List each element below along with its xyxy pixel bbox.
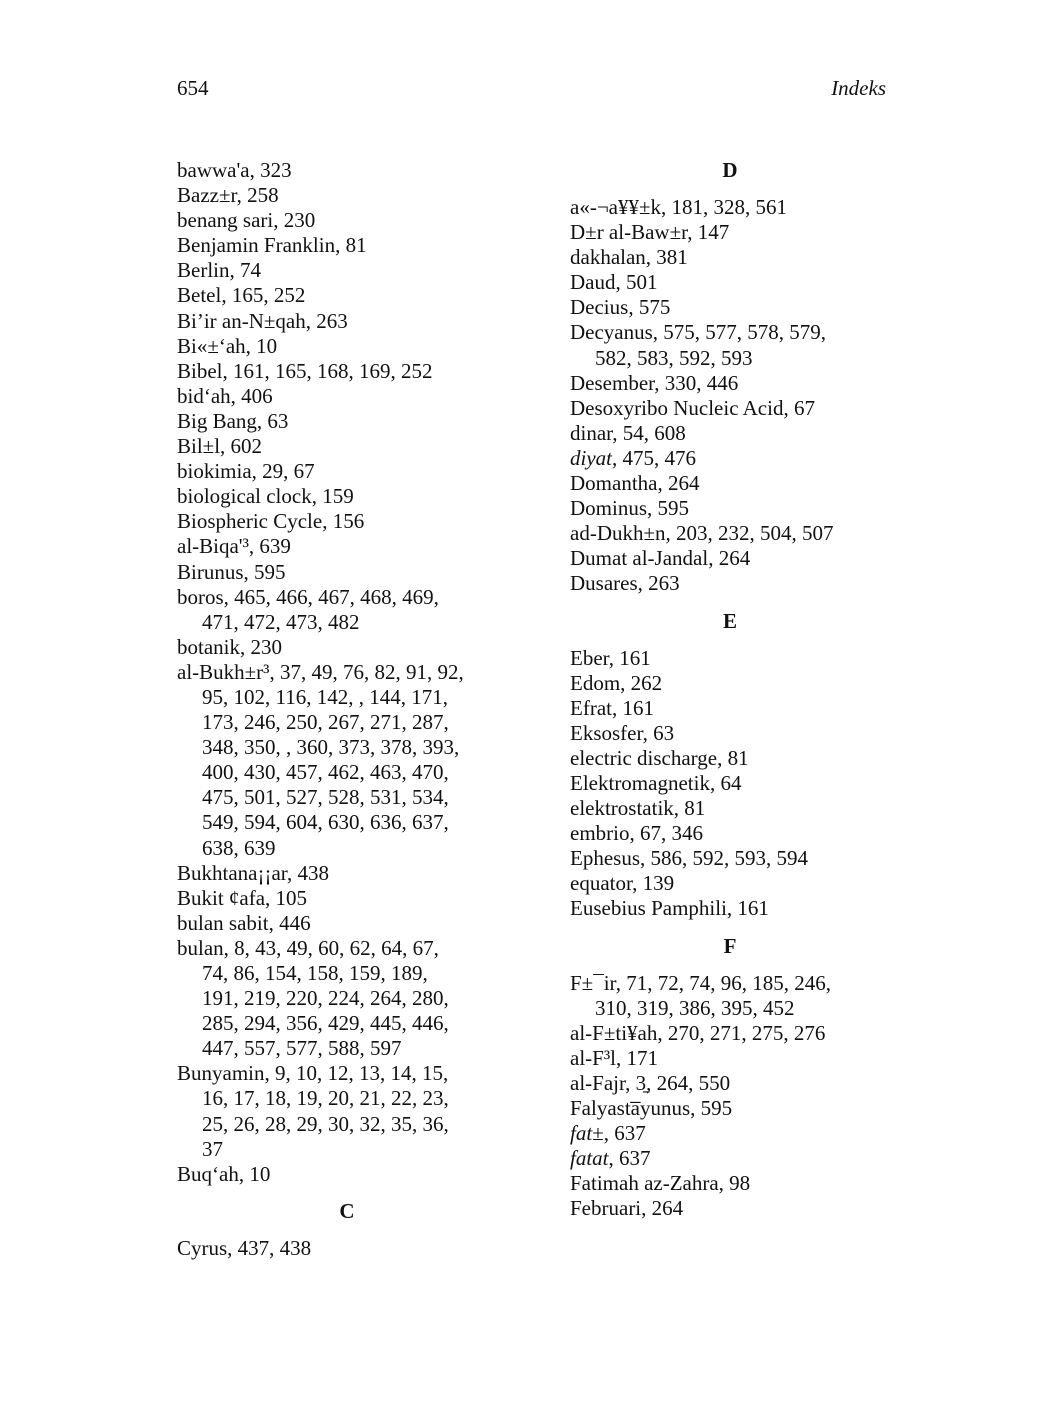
index-entry: Big Bang, 63 [177,408,289,433]
italic-term: fatat [570,1146,609,1171]
index-column-right [570,158,890,1221]
index-entry: ad-Dukh±n, 203, 232, 504, 507 [570,521,834,546]
index-entry-continuation: 310, 319, 386, 395, 452 [595,995,795,1020]
index-entry: botanik, 230 [177,634,282,659]
letter-heading-f: F [723,933,737,958]
index-entry-continuation: 285, 294, 356, 429, 445, 446, [202,1011,449,1036]
index-entry: Bibel, 161, 165, 168, 169, 252 [177,358,433,383]
index-entry: Eusebius Pamphili, 161 [570,896,769,921]
index-entry: Benjamin Franklin, 81 [177,233,367,258]
index-entry: dinar, 54, 608 [570,420,686,445]
index-entry: Eksosfer, 63 [570,720,675,745]
italic-term: diyat [570,445,612,470]
index-entry: al-F±ti¥ah, 270, 271, 275, 276 [570,1020,826,1045]
index-entry: Biospheric Cycle, 156 [177,509,365,534]
page-refs: , 637 [608,1146,651,1171]
index-entry: al-Fajr, 3̱, 264, 550 [570,1070,731,1095]
index-entry: al-Bukh±r³, 37, 49, 76, 82, 91, 92, [177,659,464,684]
index-entry: Desoxyribo Nucleic Acid, 67 [570,395,815,420]
italic-term: fat± [570,1121,604,1146]
index-entry-continuation: 549, 594, 604, 630, 636, 637, [202,810,449,835]
index-entry [570,446,890,471]
index-entry: benang sari, 230 [177,208,316,233]
index-entry: Bukhtana¡¡ar, 438 [177,860,329,885]
index-entry: biological clock, 159 [177,484,354,509]
index-entry-continuation: 638, 639 [202,835,276,860]
index-entry: F±¯ir, 71, 72, 74, 96, 185, 246, [570,970,831,995]
index-entry: D±r al-Baw±r, 147 [570,220,730,245]
page-refs: , 637 [603,1121,646,1146]
index-entry [570,1146,890,1171]
index-entry-continuation: 37 [202,1136,223,1161]
index-entry: Ephesus, 586, 592, 593, 594 [570,846,808,871]
index-entry: dakhalan, 381 [570,245,688,270]
index-entry: Buq‘ah, 10 [177,1161,271,1186]
running-title: Indeks [831,76,886,100]
index-entry: boros, 465, 466, 467, 468, 469, [177,584,439,609]
index-entry: elektrostatik, 81 [570,796,706,821]
index-entry: embrio, 67, 346 [570,821,703,846]
index-entry: al-Biqa'³, 639 [177,534,291,559]
index-entry: electric discharge, 81 [570,745,749,770]
index-entry: Falyasta̅yunus, 595 [570,1096,733,1120]
index-entry: bulan sabit, 446 [177,910,311,935]
index-entry: Februari, 264 [570,1196,684,1221]
index-entry-continuation: 447, 557, 577, 588, 597 [202,1036,402,1061]
index-entry-continuation: 471, 472, 473, 482 [202,609,360,634]
index-entry-continuation: 25, 26, 28, 29, 30, 32, 35, 36, [202,1111,449,1136]
index-entry: Decyanus, 575, 577, 578, 579, [570,320,827,345]
letter-heading-e: E [722,608,737,633]
index-entry: Desember, 330, 446 [570,370,739,395]
page-refs: , 475, 476 [612,445,696,470]
index-entry-continuation: 582, 583, 592, 593 [595,345,753,370]
index-entry: biokimia, 29, 67 [177,459,315,484]
index-column-left [177,158,517,1261]
index-entry: a«-¬a¥¥±k, 181, 328, 561 [570,195,788,219]
index-entry: Bi’ir an-N±qah, 263 [177,308,348,333]
index-entry: Elektromagnetik, 64 [570,770,742,795]
index-entry: Berlin, 74 [177,258,261,283]
index-entry-continuation: 400, 430, 457, 462, 463, 470, [202,760,449,785]
index-entry-continuation: 348, 350, , 360, 373, 378, 393, [202,735,460,760]
index-entry: Dominus, 595 [570,496,690,521]
index-entry: Betel, 165, 252 [177,283,306,308]
page-number: 654 [177,76,209,100]
index-entry-continuation: 16, 17, 18, 19, 20, 21, 22, 23, [202,1086,449,1111]
index-entry: Decius, 575 [570,295,671,320]
index-entry: Eber, 161 [570,645,651,670]
index-entry: al-F³l, 171 [570,1045,658,1070]
index-entry: bulan, 8, 43, 49, 60, 62, 64, 67, [177,935,439,960]
index-entry: Bi«±‘ah, 10 [177,333,278,358]
index-entry: bawwa'a, 323 [177,158,292,182]
index-entry: Dusares, 263 [570,571,680,596]
index-entry: Dumat al-Jandal, 264 [570,546,751,571]
index-entry: Efrat, 161 [570,695,654,720]
index-entry: Bunyamin, 9, 10, 12, 13, 14, 15, [177,1061,449,1086]
index-entry: Bazz±r, 258 [177,183,279,208]
index-entry: Domantha, 264 [570,471,700,496]
index-entry: Birunus, 595 [177,559,286,584]
index-entry: Daud, 501 [570,270,658,295]
index-entry: Cyrus, 437, 438 [177,1235,312,1260]
index-entry [570,1121,890,1146]
index-entry-continuation: 95, 102, 116, 142, , 144, 171, [202,684,448,709]
index-entry-continuation: 173, 246, 250, 267, 271, 287, [202,710,449,735]
index-entry-continuation: 475, 501, 527, 528, 531, 534, [202,785,449,810]
index-entry: bid‘ah, 406 [177,383,273,408]
index-entry: Edom, 262 [570,670,663,695]
index-entry: equator, 139 [570,871,675,896]
index-entry-continuation: 191, 219, 220, 224, 264, 280, [202,986,449,1011]
index-entry: Bukit ¢afa, 105 [177,885,308,910]
letter-heading-d: D [722,158,738,182]
letter-heading-c: C [339,1198,355,1223]
index-entry: Fatimah az-Zahra, 98 [570,1171,751,1196]
index-entry-continuation: 74, 86, 154, 158, 159, 189, [202,961,428,985]
index-entry: Bil±l, 602 [177,434,263,459]
